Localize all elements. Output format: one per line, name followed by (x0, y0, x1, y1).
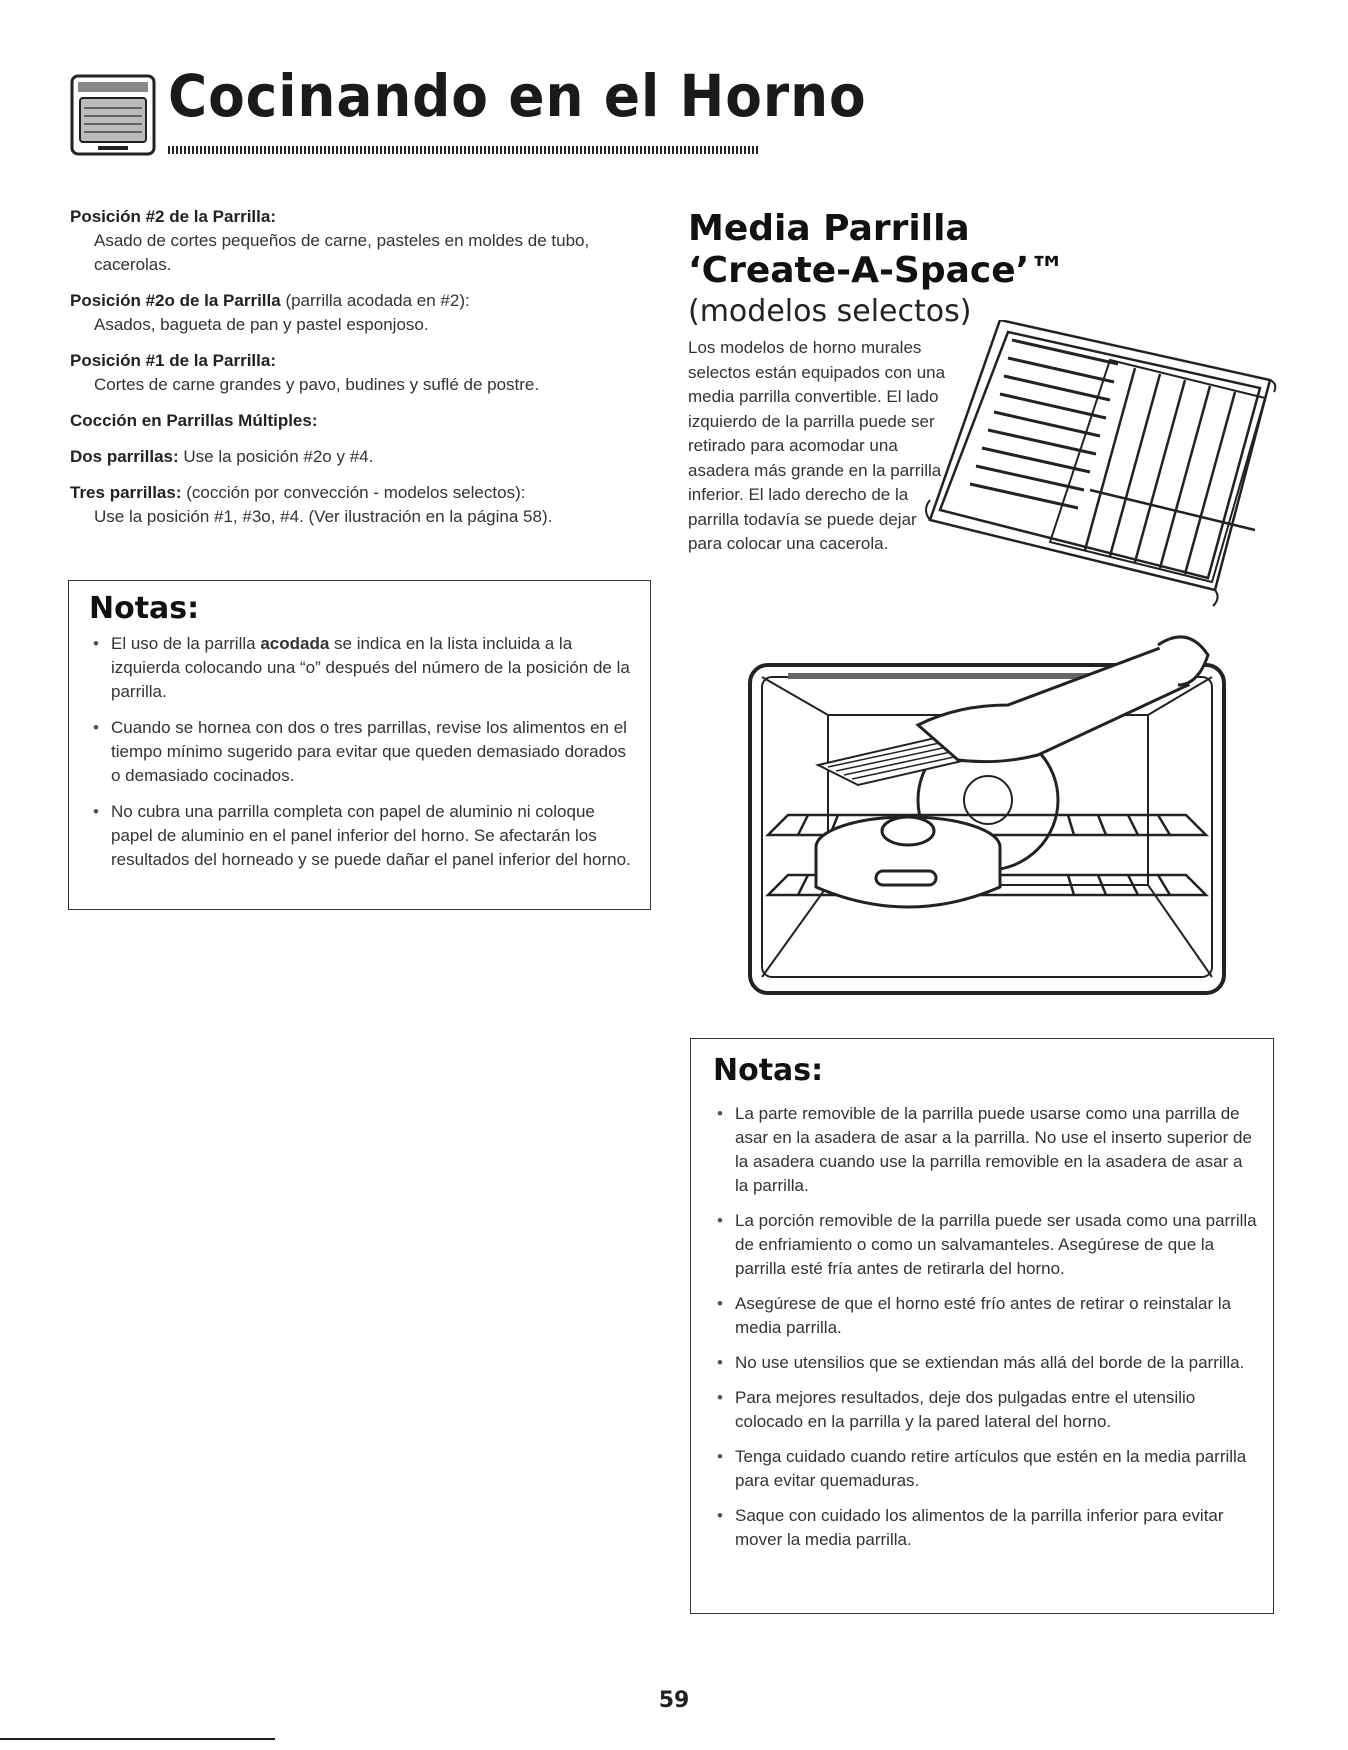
notes-list (713, 1102, 1259, 1552)
rack-position-heading: Posición #1 de la Parrilla: (70, 351, 276, 370)
oven-illustration (748, 635, 1226, 995)
rack-position-item (70, 481, 655, 529)
rack-position-heading: Cocción en Parrillas Múltiples: (70, 411, 318, 430)
rack-position-item (70, 289, 655, 337)
list-item: • Asegúrese de que el horno esté frío antes de retirar o reinstalar la media parrilla. (713, 1292, 1259, 1340)
rack-position-heading: Dos parrillas: (70, 447, 179, 466)
list-item: • No cubra una parrilla completa con papel de aluminio ni coloque papel de aluminio en el panel inferior del horno. Se afectarán los resultados del horneado y se puede dañar el panel inferior del horno. (89, 800, 632, 872)
list-item: • La parte removible de la parrilla puede usarse como una parrilla de asar en la asadera de asar a la parrilla. No use el inserto superior de la asadera cuando use la parrilla removible en la asadera de asar a la parrilla. (713, 1102, 1259, 1198)
page-number: 59 (658, 1688, 690, 1713)
notes-box-left (68, 580, 651, 910)
rack-position-heading: Posición #2o de la Parrilla (70, 291, 281, 310)
half-rack-illustration (920, 320, 1280, 620)
list-item (89, 632, 632, 704)
list-item: • Saque con cuidado los alimentos de la parrilla inferior para evitar mover la media parrilla. (713, 1504, 1259, 1552)
rack-position-text: Cortes de carne grandes y pavo, budines y suflé de postre. (94, 375, 540, 394)
notes-title: Notas: (89, 591, 200, 626)
page-header (68, 62, 867, 172)
section-title (688, 208, 1065, 292)
rack-position-inline: Use la posición #2o y #4. (183, 447, 374, 466)
rack-position-inline: (parrilla acodada en #2): (285, 291, 470, 310)
rack-position-text: Asados, bagueta de pan y pastel esponjoso. (94, 315, 429, 334)
rack-position-item (70, 409, 655, 433)
page-title: Cocinando en el Horno (168, 62, 867, 130)
list-item: • No use utensilios que se extiendan más allá del borde de la parrilla. (713, 1351, 1259, 1375)
notes-title: Notas: (713, 1053, 824, 1088)
rack-position-heading: Posición #2 de la Parrilla: (70, 207, 276, 226)
section-title-line: ‘Create-A-Space’™ (688, 250, 1066, 291)
note-text: El uso de la parrilla (111, 634, 261, 653)
section-title-line: Media Parrilla (688, 208, 970, 249)
title-underline (168, 146, 758, 154)
list-item: • Cuando se hornea con dos o tres parrillas, revise los alimentos en el tiempo mínimo sugerido para evitar que queden demasiado dorados o demasiado cocinados. (89, 716, 632, 788)
rack-positions-section (70, 205, 655, 541)
rack-position-item (70, 445, 655, 469)
rack-position-inline: (cocción por convección - modelos selectos): (186, 483, 526, 502)
rack-position-text: Use la posición #1, #3o, #4. (Ver ilustración en la página 58). (94, 507, 553, 526)
note-bold: acodada (260, 634, 330, 653)
list-item: • La porción removible de la parrilla puede ser usada como una parrilla de enfriamiento o como un salvamanteles. Asegúrese de que la parrilla esté fría antes de retirarla del horno. (713, 1209, 1259, 1281)
rack-position-text: Asado de cortes pequeños de carne, pasteles en moldes de tubo, cacerolas. (94, 231, 590, 274)
note-text: se indica en la lista incluida a la izquierda colocando una “o” después del número de la posición de la parrilla. (111, 634, 630, 701)
notes-box-right (690, 1038, 1274, 1614)
rack-position-item (70, 349, 655, 397)
notes-list (89, 632, 632, 872)
rack-position-item (70, 205, 655, 277)
list-item: • Para mejores resultados, deje dos pulgadas entre el utensilio colocado en la parrilla y la pared lateral del horno. (713, 1386, 1259, 1434)
oven-icon (68, 70, 160, 162)
section-subtitle: (modelos selectos) (688, 294, 972, 329)
section-paragraph: Los modelos de horno murales selectos están equipados con una media parrilla convertible. El lado izquierdo de la parrilla puede ser retirado para acomodar una asadera más grande en la parrilla inferior. El lado derecho de la parrilla todavía se puede dejar para colocar una cacerola. (688, 338, 946, 553)
footer-rule (0, 1738, 275, 1740)
rack-position-heading: Tres parrillas: (70, 483, 182, 502)
list-item: • Tenga cuidado cuando retire artículos que estén en la media parrilla para evitar quemaduras. (713, 1445, 1259, 1493)
